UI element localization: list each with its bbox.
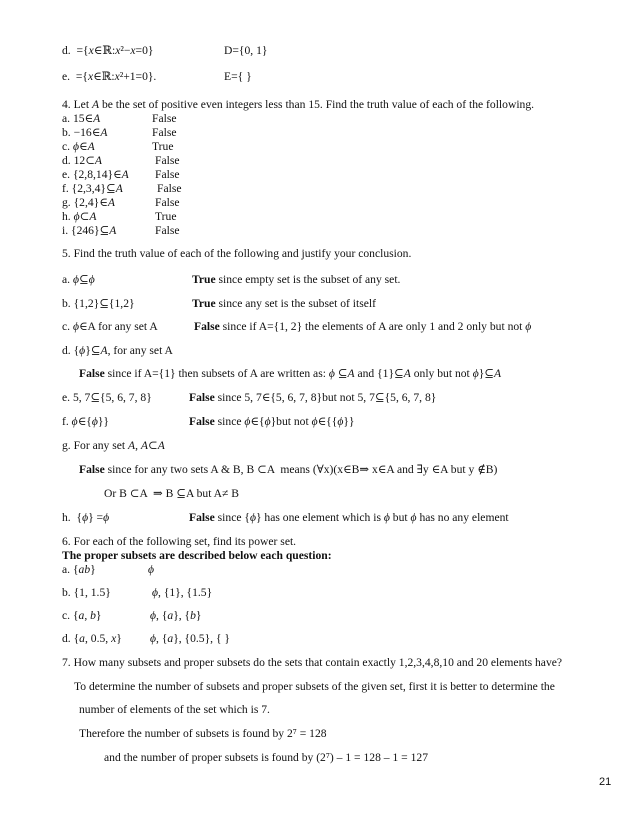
text-segment: False	[189, 391, 215, 404]
text-segment: A	[93, 112, 101, 125]
text-line-l33	[79, 703, 270, 716]
text-segment: e. ={	[62, 70, 88, 83]
text-segment: e. 5, 7⊆{5, 6, 7, 8}	[62, 391, 152, 404]
text-segment: be the set of positive even integers less than 15. Find the truth value of each of the following.	[99, 98, 535, 111]
text-segment: False	[152, 126, 177, 139]
text-segment: ²+1=0}.	[119, 70, 157, 83]
text-line-l03	[62, 98, 534, 111]
text-segment: since for any two sets A & B, B ⊂A means (∀x)(x∈B⇒ x∈A and ∃y ∈A but y ∉B)	[104, 463, 498, 476]
text-segment: ϕ	[103, 511, 110, 524]
text-segment: b. −16∈	[62, 126, 101, 139]
text-segment: a. {	[62, 563, 79, 576]
text-line-l07	[62, 154, 102, 167]
text-line-l07b	[155, 154, 179, 167]
text-line-l15	[62, 297, 135, 310]
text-segment: since any set is the subset of itself	[215, 297, 376, 310]
text-segment: A	[347, 367, 355, 380]
text-segment: To determine the number of subsets and proper subsets of the given set, first it is better to determine the	[74, 680, 555, 693]
text-segment: } has one element which is	[255, 511, 384, 524]
text-segment: False	[155, 224, 180, 237]
text-segment: ∈{	[77, 415, 92, 428]
text-segment: False	[157, 182, 182, 195]
text-segment: A	[91, 98, 100, 111]
text-segment: ϕ	[150, 632, 157, 645]
text-segment: since {	[214, 511, 250, 524]
text-segment: }⊆	[85, 344, 101, 357]
text-line-l06	[62, 140, 95, 153]
text-segment: d. {	[62, 344, 80, 357]
text-segment: ⊆	[78, 273, 89, 286]
text-segment: since if A={1, 2} the elements of A are only 1 and 2 only but not	[219, 320, 526, 333]
text-segment: }but not	[270, 415, 312, 428]
text-segment: ∈ℝ:	[93, 70, 115, 83]
text-segment: since 5, 7∈{5, 6, 7, 8}but not 5, 7⊆{5, 6, 7, 8}	[214, 391, 437, 404]
text-segment: }	[95, 609, 102, 622]
text-segment: True	[155, 210, 177, 223]
text-segment: }, {0.5}, { }	[173, 632, 230, 645]
text-segment: ⊂	[148, 439, 158, 452]
text-segment: number of elements of the set which is 7.	[79, 703, 270, 716]
text-segment: ϕ	[328, 367, 335, 380]
text-line-l11b	[155, 210, 176, 223]
text-line-l28b	[152, 586, 212, 599]
text-segment: ϕ	[264, 415, 271, 428]
text-segment: d. ={	[62, 44, 89, 57]
text-segment: a. 15∈	[62, 112, 94, 125]
text-segment: only but not	[410, 367, 473, 380]
text-line-l08b	[155, 168, 179, 181]
text-segment: f. {2,3,4}⊆	[62, 182, 116, 195]
text-segment: g. For any set	[62, 439, 129, 452]
text-segment: ∈{{	[317, 415, 338, 428]
text-line-l17	[62, 344, 173, 357]
text-segment: and {1}⊆	[354, 367, 404, 380]
text-segment: ²−	[120, 44, 131, 57]
text-segment: ϕ	[337, 415, 344, 428]
text-segment: =0}	[135, 44, 154, 57]
text-segment: x	[115, 44, 121, 57]
text-line-l14b	[192, 273, 400, 286]
text-line-l09	[62, 182, 123, 195]
text-line-l04	[62, 112, 100, 125]
text-segment: x	[88, 44, 94, 57]
text-line-l08	[62, 168, 129, 181]
text-line-l27	[62, 563, 96, 576]
text-segment: ϕ	[244, 415, 251, 428]
text-segment: a	[167, 609, 174, 622]
text-segment: False	[189, 415, 215, 428]
text-segment: ϕ	[148, 563, 155, 576]
text-segment: }}	[97, 415, 109, 428]
text-line-l22	[79, 463, 497, 476]
text-segment: False	[152, 112, 177, 125]
text-segment: }	[116, 632, 122, 645]
text-segment: The proper subsets are described below each question:	[62, 549, 332, 562]
text-segment: False	[155, 196, 180, 209]
text-line-l32	[74, 680, 555, 693]
text-segment: ϕ	[91, 415, 98, 428]
text-segment: ϕ	[383, 511, 390, 524]
text-segment: b	[90, 609, 96, 622]
text-line-l01	[62, 44, 153, 57]
text-segment: ϕ	[73, 210, 80, 223]
text-segment: c.	[62, 320, 73, 333]
text-line-l20b	[189, 415, 354, 428]
text-segment: ,	[84, 609, 91, 622]
text-segment: ,	[135, 439, 141, 452]
text-line-l25	[62, 535, 296, 548]
text-segment: A	[109, 224, 117, 237]
text-line-l16	[62, 320, 158, 333]
text-segment: ϕ	[72, 140, 79, 153]
page-number: 21	[599, 776, 612, 788]
text-segment: since empty set is the subset of any set.	[215, 273, 401, 286]
text-segment: D={0, 1}	[224, 44, 268, 57]
text-segment: True	[192, 273, 216, 286]
text-line-l10	[62, 196, 115, 209]
text-segment: ϕ	[71, 415, 78, 428]
text-segment: b	[190, 609, 196, 622]
text-segment: E={ }	[224, 70, 252, 83]
text-segment: ∈A for any set A	[78, 320, 158, 333]
text-segment: A	[94, 154, 102, 167]
text-segment: e. {2,8,14}∈	[62, 168, 122, 181]
text-segment: ⊆	[334, 367, 348, 380]
text-line-l12	[62, 224, 116, 237]
text-segment: False	[79, 463, 105, 476]
text-line-l30	[62, 632, 122, 645]
text-segment: a	[79, 632, 85, 645]
text-segment: }	[195, 609, 202, 622]
text-segment: False	[194, 320, 220, 333]
text-segment: A	[140, 439, 148, 452]
text-segment: }	[90, 563, 96, 576]
text-line-l24b	[189, 511, 509, 524]
text-line-l31	[62, 656, 562, 669]
text-line-l05b	[152, 126, 176, 139]
text-segment: since if A={1} then subsets of A are written as:	[104, 367, 329, 380]
text-segment: Or B ⊂A ⇒ B ⊆A but A≠ B	[104, 487, 240, 500]
text-segment: 5. Find the truth value of each of the following and justify your conclusion.	[62, 247, 412, 260]
text-line-l23	[104, 487, 239, 500]
text-segment: ϕ	[72, 320, 79, 333]
text-segment: } =	[88, 511, 104, 524]
text-line-l16b	[194, 320, 531, 333]
text-segment: ϕ	[82, 511, 89, 524]
text-segment: False	[155, 168, 180, 181]
text-line-l06b	[152, 140, 173, 153]
text-segment: ϕ	[72, 273, 79, 286]
text-segment: h.	[62, 210, 74, 223]
text-segment: ∈ℝ:	[93, 44, 116, 57]
text-segment: A	[493, 367, 502, 380]
text-segment: , {	[156, 609, 168, 622]
text-segment: g. {2,4}∈	[62, 196, 108, 209]
text-segment: True	[152, 140, 174, 153]
text-line-l24	[62, 511, 109, 524]
text-line-l09b	[157, 182, 181, 195]
text-line-l29	[62, 609, 101, 622]
text-segment: }⊆	[478, 367, 494, 380]
text-line-l04b	[152, 112, 176, 125]
text-line-l30b	[150, 632, 230, 645]
text-segment: , for any set A	[107, 344, 173, 357]
text-segment: }}	[343, 415, 355, 428]
text-segment: 6. For each of the following set, find its power set.	[62, 535, 297, 548]
text-segment: c. {	[62, 609, 79, 622]
text-segment: A	[100, 344, 108, 357]
text-line-l19	[62, 391, 152, 404]
text-line-l01b	[224, 44, 267, 57]
text-segment: ϕ	[79, 344, 86, 357]
text-segment: ϕ	[249, 511, 256, 524]
text-line-l19b	[189, 391, 436, 404]
text-line-l05	[62, 126, 107, 139]
text-segment: c.	[62, 140, 73, 153]
text-line-l11	[62, 210, 96, 223]
text-segment: Therefore the number of subsets is found by 2⁷ = 128	[79, 727, 327, 740]
text-segment: d. {	[62, 632, 80, 645]
text-segment: 7. How many subsets and proper subsets do the sets that contain exactly 1,2,3,4,8,10 and 20 elements have?	[62, 656, 563, 669]
text-segment: ⊂	[79, 210, 90, 223]
text-line-l12b	[155, 224, 179, 237]
text-line-l26	[62, 549, 332, 562]
text-segment: ∈	[78, 140, 88, 153]
text-segment: }, {	[173, 609, 191, 622]
text-segment: ϕ	[472, 367, 479, 380]
text-line-l13	[62, 247, 411, 260]
text-segment: ϕ	[311, 415, 318, 428]
text-segment: f.	[62, 415, 72, 428]
text-line-l27b	[148, 563, 154, 576]
text-segment: d. 12⊂	[62, 154, 95, 167]
text-segment: ϕ	[152, 586, 159, 599]
text-segment: and the number of proper subsets is found by (2⁷) – 1 = 128 – 1 = 127	[104, 751, 428, 764]
text-segment: A	[403, 367, 411, 380]
text-segment: ϕ	[88, 273, 95, 286]
text-line-l10b	[155, 196, 179, 209]
text-segment: h. {	[62, 511, 83, 524]
text-segment: A	[87, 140, 95, 153]
text-line-l20	[62, 415, 109, 428]
text-line-l28	[62, 586, 111, 599]
text-segment: has no any element	[416, 511, 509, 524]
text-segment: , 0.5,	[84, 632, 112, 645]
text-line-l18	[79, 367, 501, 380]
text-line-l02	[62, 70, 156, 83]
text-line-l34	[79, 727, 327, 740]
text-segment: but	[389, 511, 411, 524]
text-segment: True	[192, 297, 216, 310]
text-segment: x	[87, 70, 94, 83]
text-segment: False	[155, 154, 180, 167]
text-segment: a	[167, 632, 174, 645]
text-segment: ∈{	[250, 415, 265, 428]
text-segment: since	[214, 415, 245, 428]
text-segment: ϕ	[410, 511, 417, 524]
text-line-l14	[62, 273, 95, 286]
text-segment: A	[121, 168, 129, 181]
text-line-l29b	[150, 609, 202, 622]
text-line-l15b	[192, 297, 376, 310]
text-segment: b. {1,2}⊆{1,2}	[62, 297, 135, 310]
text-segment: x	[130, 44, 136, 57]
text-segment: x	[111, 632, 117, 645]
text-segment: a.	[62, 273, 73, 286]
text-segment: a	[78, 609, 85, 622]
text-segment: x	[114, 70, 120, 83]
text-segment: , {1}, {1.5}	[158, 586, 213, 599]
text-segment: False	[79, 367, 105, 380]
text-segment: A	[100, 126, 108, 139]
text-segment: A	[89, 210, 97, 223]
text-segment: 4. Let	[62, 98, 92, 111]
text-segment: A	[107, 196, 115, 209]
text-segment: b. {1, 1.5}	[62, 586, 111, 599]
text-segment: ϕ	[150, 609, 157, 622]
text-segment: False	[189, 511, 215, 524]
text-segment: A	[128, 439, 136, 452]
text-line-l35	[104, 751, 428, 764]
text-segment: i. {246}⊆	[62, 224, 110, 237]
text-segment: ϕ	[525, 320, 532, 333]
text-line-l21	[62, 439, 165, 452]
text-line-l02b	[224, 70, 252, 83]
text-segment: A	[157, 439, 165, 452]
text-segment: A	[115, 182, 123, 195]
text-segment: , {	[156, 632, 168, 645]
text-segment: ab	[78, 563, 91, 576]
